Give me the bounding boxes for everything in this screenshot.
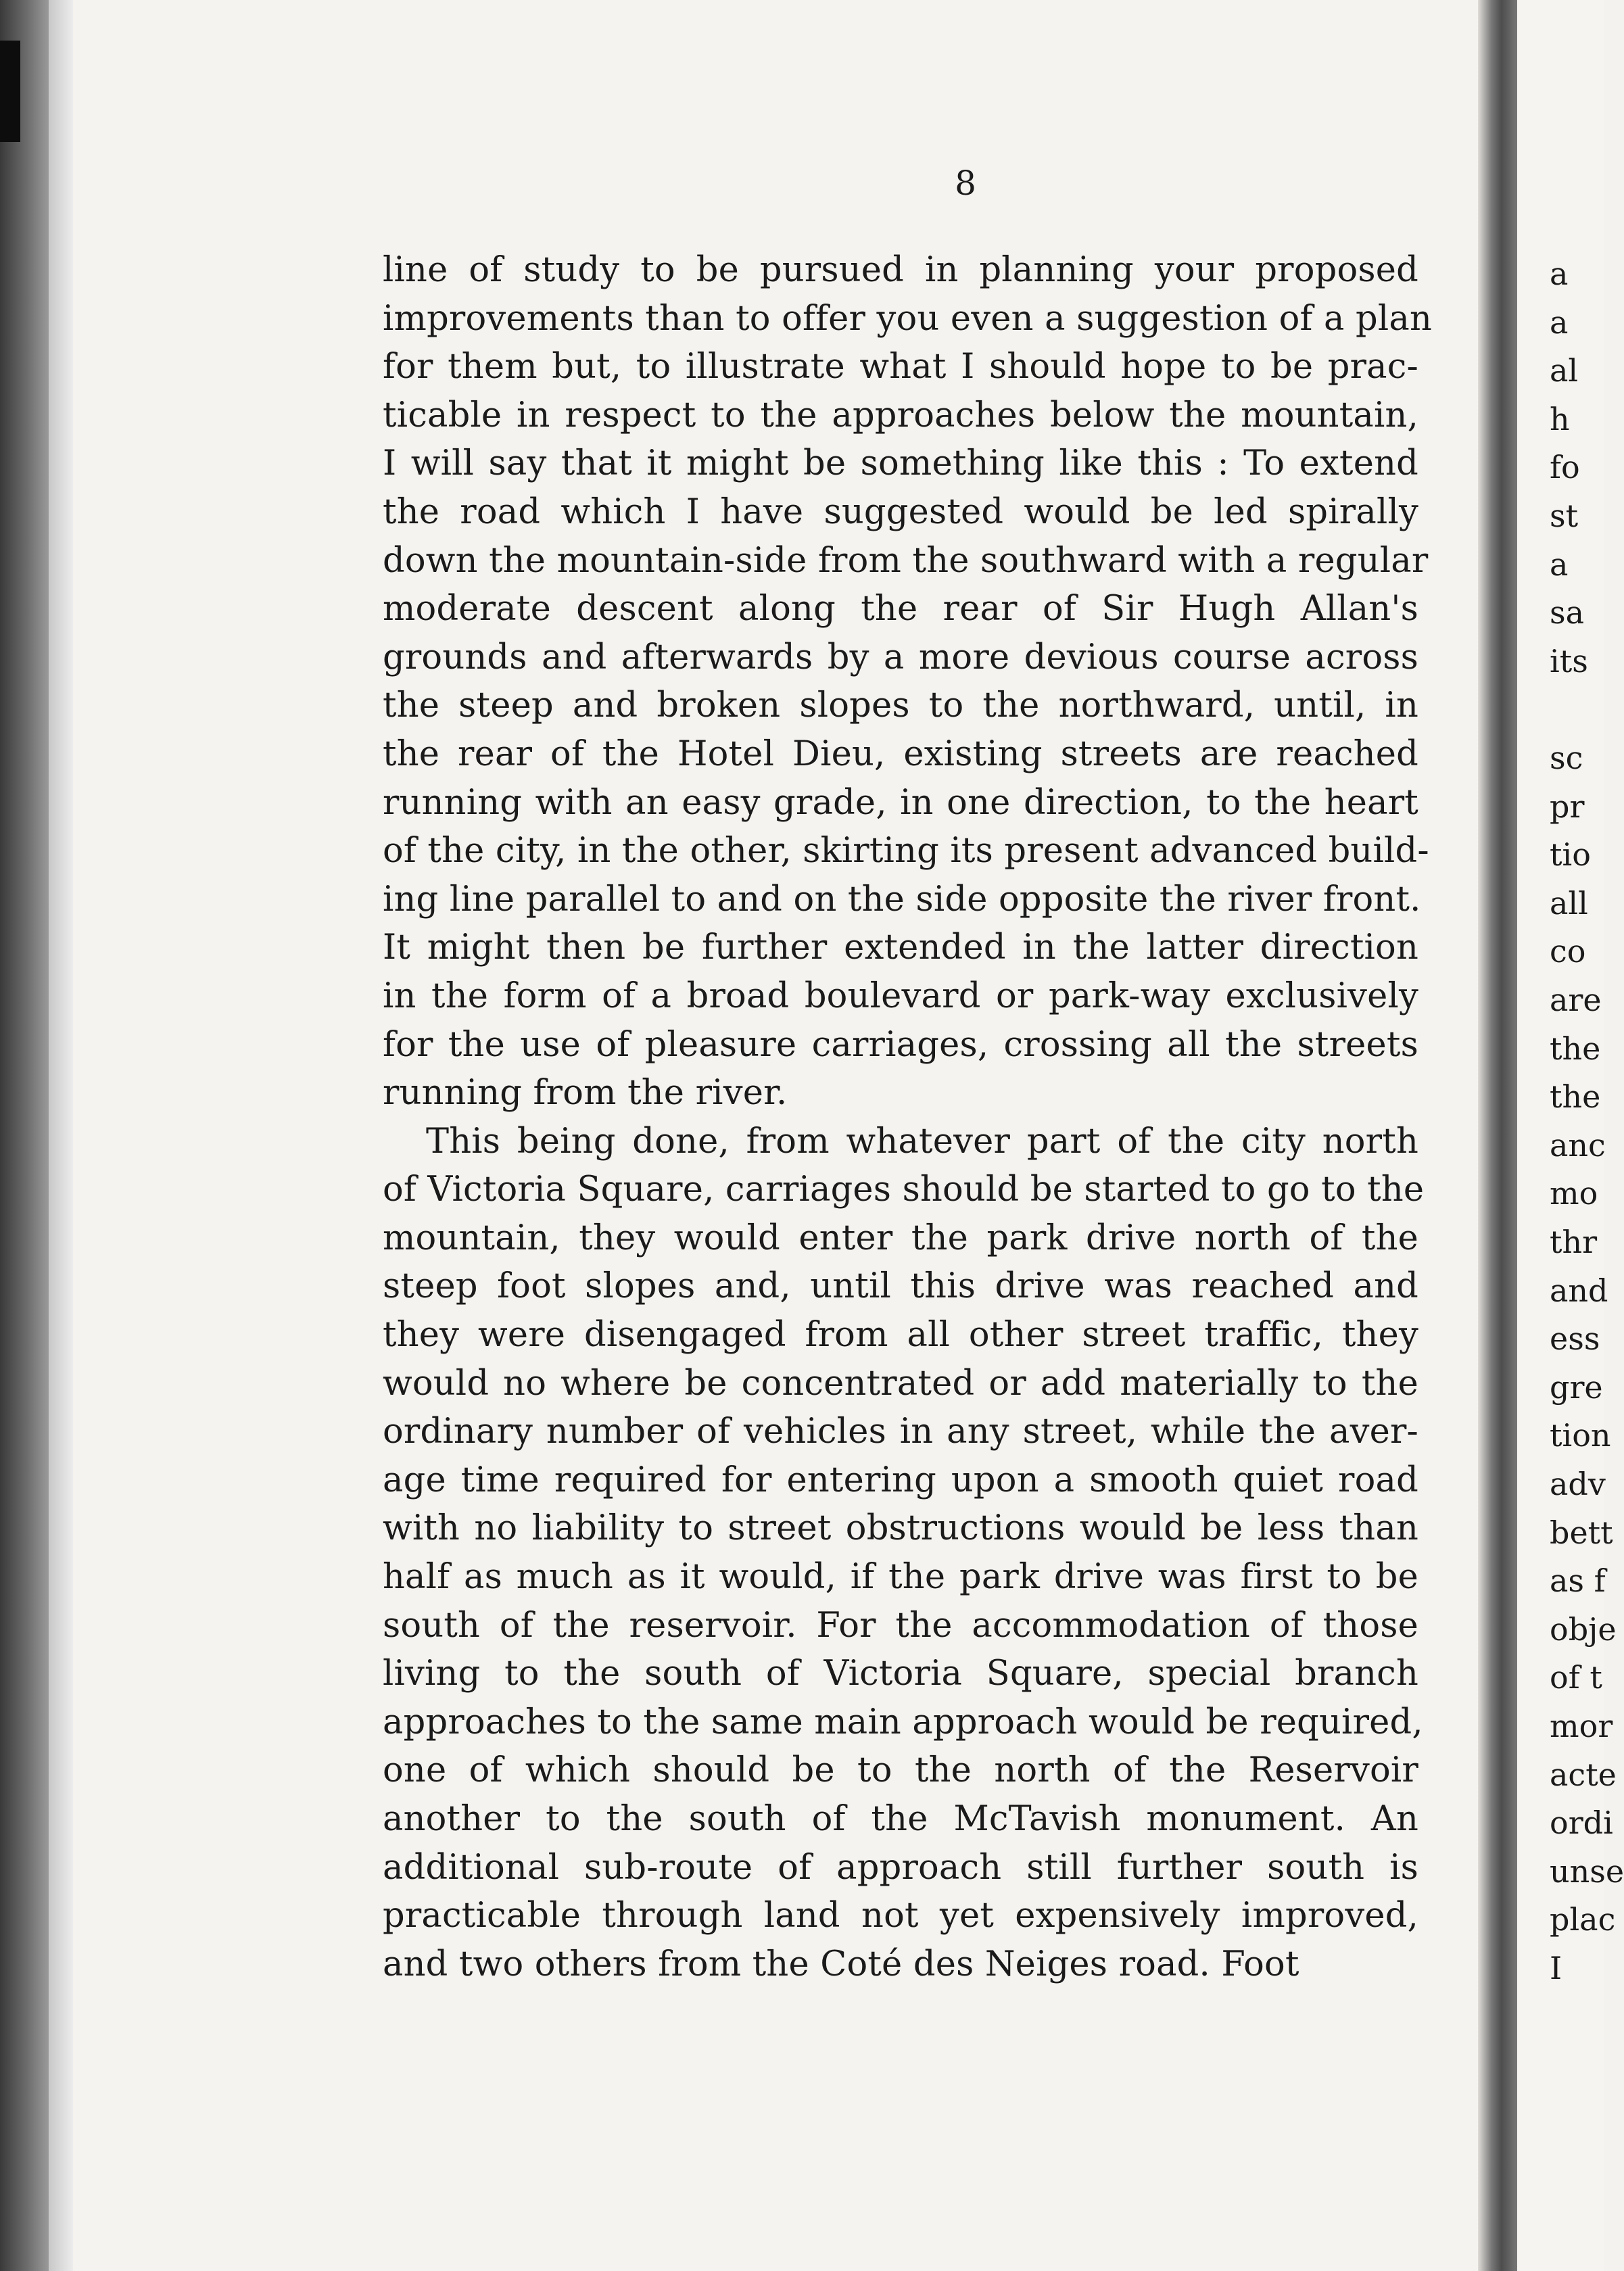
facing-page-text-fragment: st [1550,498,1579,534]
body-text [383,246,1432,1988]
text-line: the road which I have suggested would be led spirally [383,492,1418,532]
text-line: grounds and afterwards by a more devious course across [383,637,1418,677]
text-line: It might then be further extended in the latter direction [383,928,1418,968]
facing-page-text-fragment: sc [1550,740,1583,776]
text-line: and two others from the Coté des Neiges road. Foot [383,1944,1299,1984]
text-line: half as much as it would, if the park drive was first to be [383,1557,1418,1598]
text-line: another to the south of the McTavish monument. An [383,1799,1418,1839]
facing-page-text-fragment: adv [1550,1466,1606,1502]
facing-page-text-fragment: a [1550,304,1569,341]
text-line: ing line parallel to and on the side opposite the river front. [383,879,1421,919]
facing-page-text-fragment: al [1550,352,1579,389]
facing-page-text-fragment: a [1550,546,1569,583]
facing-page-text-fragment: obje [1550,1610,1617,1648]
text-line: south of the reservoir. For the accommodation of those [383,1605,1418,1646]
text-line: living to the south of Victoria Square, special branch [383,1654,1418,1694]
text-line: for the use of pleasure carriages, crossing all the streets [383,1024,1418,1065]
facing-page-text-fragment: plac [1550,1901,1616,1938]
text-line: running with an easy grade, in one direction, to the heart [383,782,1418,823]
text-line: the rear of the Hotel Dieu, existing streets are reached [383,734,1418,774]
text-line: of the city, in the other, skirting its present advanced build- [383,831,1429,871]
facing-page-text-fragment: co [1550,933,1586,970]
text-line: ticable in respect to the approaches below the mountain, [383,395,1418,435]
text-line: improvements than to offer you even a suggestion of a plan [383,298,1432,339]
facing-page-fragment [1517,0,1624,2271]
text-line: mountain, they would enter the park drive north of the [383,1218,1418,1258]
facing-page-text-fragment: tio [1550,836,1591,874]
text-line: for them but, to illustrate what I should hope to be prac- [383,347,1418,387]
facing-page-text-fragment: mo [1550,1175,1598,1212]
facing-page-text-fragment: fo [1550,449,1580,486]
text-line: This being done, from whatever part of the city north [426,1121,1418,1162]
facing-page-text-fragment: pr [1550,788,1585,825]
facing-page-text-fragment: ess [1550,1320,1600,1358]
text-line: additional sub-route of approach still further south is [383,1847,1418,1888]
facing-page-text-fragment: of t [1550,1659,1602,1696]
facing-page-text-fragment: ordi [1550,1804,1613,1842]
facing-page-text-fragment: acte [1550,1756,1617,1793]
facing-page-text-fragment: bett [1550,1514,1613,1551]
facing-page-text-fragment: the [1550,1078,1601,1116]
text-line: the steep and broken slopes to the northward, until, in [383,686,1418,726]
text-line: would no where be concentrated or add materially to the [383,1363,1418,1404]
text-line: running from the river. [383,1073,788,1114]
text-line: of Victoria Square, carriages should be started to go to the [383,1170,1425,1210]
text-line: approaches to the same main approach would be required, [383,1702,1423,1742]
left-binding-edge [0,0,49,2271]
facing-page-text-fragment: tion [1550,1417,1611,1454]
facing-page-text-fragment: a [1550,256,1569,292]
text-line: line of study to be pursued in planning your proposed [383,250,1418,290]
text-line: age time required for entering upon a smooth quiet road [383,1460,1418,1500]
text-line: one of which should be to the north of the Reservoir [383,1750,1418,1791]
facing-page-text-fragment: its [1550,642,1588,679]
facing-page-text-fragment: I [1550,1950,1562,1986]
text-line: in the form of a broad boulevard or park-way exclusively [383,976,1418,1016]
book-gutter [1478,0,1517,2271]
left-page-fold [49,0,73,2271]
text-line: moderate descent along the rear of Sir Hugh Allan's [383,589,1418,629]
facing-page-text-fragment: gre [1550,1368,1603,1406]
facing-page-text-fragment: thr [1550,1224,1598,1260]
facing-page-text-fragment: the [1550,1030,1601,1067]
facing-page-text-fragment: all [1550,884,1588,922]
text-line: practicable through land not yet expensively improved, [383,1896,1418,1936]
facing-page-text-fragment: sa [1550,594,1585,631]
text-line: steep foot slopes and, until this drive was reached and [383,1266,1418,1307]
facing-page-text-fragment: mor [1550,1708,1613,1744]
text-line: ordinary number of vehicles in any street, while the aver- [383,1412,1418,1452]
facing-page-text-fragment: are [1550,982,1602,1018]
text-line: they were disengaged from all other street traffic, they [383,1315,1418,1356]
facing-page-text-fragment: h [1550,400,1570,437]
facing-page-text-fragment: and [1550,1272,1608,1309]
text-line: with no liability to street obstructions would be less than [383,1508,1418,1549]
text-line: I will say that it might be something like this : To extend [383,444,1418,484]
facing-page-text-fragment: anc [1550,1126,1606,1164]
facing-page-text-fragment: unse [1550,1852,1624,1890]
text-line: down the mountain-side from the southward with a regular [383,540,1429,581]
page-number: 8 [955,164,976,203]
facing-page-text-fragment: as f [1550,1562,1606,1600]
